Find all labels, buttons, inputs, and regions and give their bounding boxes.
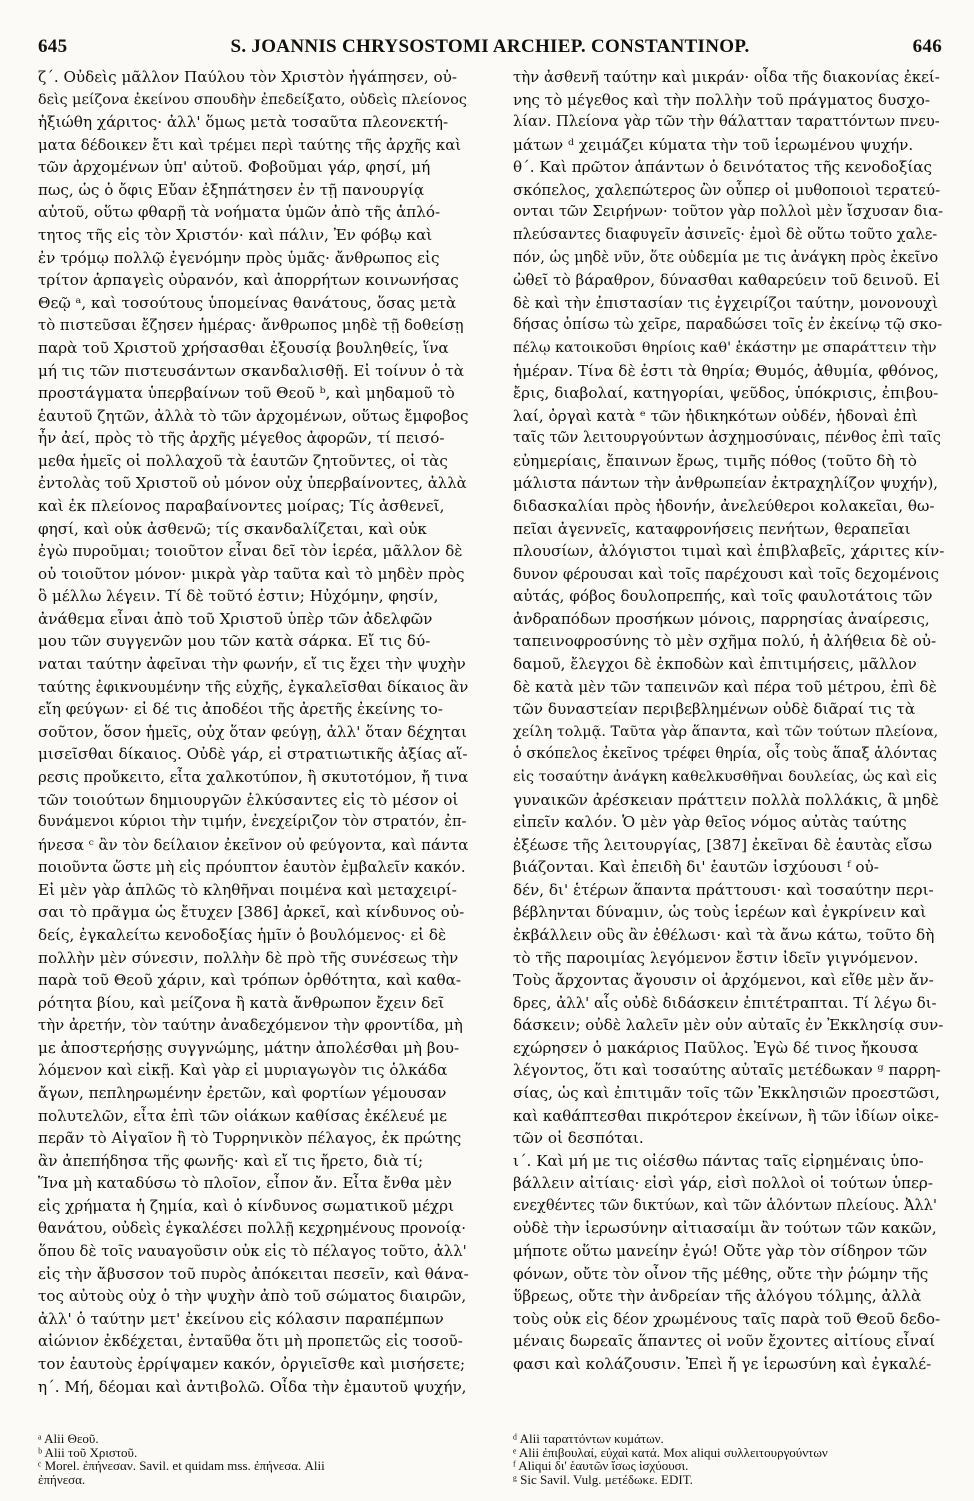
- text-line: τοὺς οὐκ εἰς δέον χρωμένους ταῖς παρὰ τοῦ Θεοῦ δεδο-: [513, 1309, 941, 1328]
- text-line: δαμοῦ, ἔλεγχοι δὲ ἐκποδὼν καὶ ἐπιτιμήσεις, μᾶλλον: [513, 655, 917, 674]
- text-line: ἦν ἀεί, πρὸς τὸ τῆς ἀρχῆς μέγεθος ἀφορῶν, τί πεισό-: [38, 429, 445, 448]
- page-number-left: 645: [38, 36, 68, 57]
- text-line: λόμενον καὶ εἰκῇ. Καὶ γὰρ εἰ μυριαγωγὸν τις ὁλκάδα: [38, 1061, 448, 1080]
- text-line: εἰς τοσαύτην ἀνάγκη καθελκυσθῆναι δουλείας, ὡς καὶ εἰς: [513, 768, 937, 785]
- text-line: οὐδὲ τὴν ἱερωσύνην αἰτιασαίμι ἂν τούτων τῶν κακῶν,: [513, 1219, 937, 1238]
- left-text-column: [38, 66, 469, 1398]
- text-line: γυναικῶν ἀρέσκειαν πράττειν πολλὰ πολλάκις, ἃ μηδὲ: [513, 790, 939, 809]
- text-line: ἠξιώθη χάριτος· ἀλλ' ὅμως μετὰ τοσαῦτα πλεονεκτή-: [38, 113, 449, 132]
- text-line: ταπεινοφροσύνης τὸ μὲν σχῆμα πολύ, ἡ ἀλήθεια δὲ οὐ-: [513, 632, 937, 651]
- text-line: ι΄. Καὶ μή με τις οἰέσθω πάντας ταῖς εἰρημέναις ὑπο-: [513, 1151, 924, 1170]
- text-line: ταῖς τῶν λειτουργούντων ἀσχημοσύναις, πένθος ἐπὶ ταῖς: [513, 429, 941, 447]
- text-line: ἀνδραπόδων προσήκων μόνοις, παρρησίας ἀναίρεσις,: [513, 609, 930, 628]
- text-line: πόν, ὡς μηδὲ νῦν, ὅτε οὐδεμία με τις ἀνάγκη πρὸς ἐκεῖνο: [513, 248, 939, 266]
- text-line: ἀλλ' ὁ ταύτην μετ' ἐκείνου εἰς κόλασιν παραπέμπων: [38, 1309, 444, 1328]
- text-line: ναται ταύτην ἀφεῖναι τὴν φωνήν, εἴ τις ἔχει τὴν ψυχὴν: [38, 655, 466, 674]
- text-line: διδασκαλίαι πρὸς ἡδονήν, ἀνελεύθεροι κολακεῖαι, θω-: [513, 496, 935, 515]
- text-line: εἰς τὴν ἄβυσσον τοῦ πυρὸς ἀπόκειται πεσεῖν, καὶ θάνα-: [38, 1264, 469, 1283]
- right-footnotes: [513, 1432, 944, 1486]
- text-line: πλεύσαντες διαφυγεῖν ἀσινεῖς· ἐμοὶ δὲ οὕτω τοῦτο χαλε-: [513, 226, 938, 244]
- text-line: δὲ κατὰ μὲν τῶν ταπεινῶν καὶ πέρα τοῦ μέτρου, ἐπὶ δὲ: [513, 677, 937, 696]
- text-line: τος αὐτοὺς οὐχ ὁ τὴν ψυχὴν ἀπὸ τοῦ σώματος διαιρῶν,: [38, 1287, 467, 1306]
- footnote-line: ἐπήνεσα.: [38, 1471, 86, 1487]
- text-line: τῶν δυναστείαν περιβεβλημένων οὐδὲ διᾶραί τις τὰ: [513, 700, 916, 719]
- text-line: σίας, ὡς καὶ ἐπιτιμᾶν τοῖς τῶν Ἐκκλησιῶν προεστῶσι,: [513, 1084, 940, 1103]
- text-line: εχώρησεν ὁ μακάριος Παῦλος. Ἐγὼ δέ τινος ἤκουσα: [513, 1038, 919, 1057]
- text-line: πως, ὡς ὁ ὄφις Εὔαν ἐξηπάτησεν ἐν τῇ πανουργίᾳ: [38, 180, 425, 199]
- text-line: τῶν τοιούτων δημιουργῶν ἑλκύσαντες εἰς τὸ μέσον οἱ: [38, 790, 459, 809]
- text-line: ήνεσα ᶜ ἂν τὸν δείλαιον ἐκεῖνον οὐ φεύγοντα, καὶ πάντα: [38, 835, 469, 854]
- text-line: λίαν. Πλείονα γὰρ τῶν τὴν θάλατταν ταραττόντων πνευ-: [513, 113, 940, 131]
- text-line: ζ΄. Οὐδεὶς μᾶλλον Παύλου τὸν Χριστὸν ἠγάπησεν, οὐ-: [38, 68, 458, 86]
- text-line: δήσας ὀπίσω τὼ χεῖρε, παραδώσει τοῖς ἐν ἐκείνῳ τῷ σκο-: [513, 316, 943, 334]
- text-line: ἐν τρόμῳ πολλῷ ἐγενόμην πρὸς ὑμᾶς· ἄνθρωπος εἰς: [38, 248, 440, 267]
- running-title: S. JOANNIS CHRYSOSTOMI ARCHIEP. CONSTANTINOP.: [230, 36, 750, 57]
- text-line: εἰς χρήματα ἡ ζημία, καὶ ὁ κίνδυνος σωματικοῦ μέχρι: [38, 1196, 455, 1215]
- text-line: ὕβρεως, οὔτε τὴν ἀνδρείαν τῆς ἀλόγου τόλμης, ἀλλὰ: [513, 1287, 922, 1306]
- text-line: ρεσις προὔκειτο, εἶτα χαλκοτύπον, ἢ σκυτοτόμον, ἤ τινα: [38, 767, 469, 786]
- text-line: οὐ τοιοῦτον μόνον· μικρὰ γὰρ ταῦτα καὶ τὸ μηδὲν πρὸς: [38, 564, 465, 583]
- text-line: φασι καὶ κολάζουσιν. Ἐπεὶ ἤ γε ἱερωσύνη καὶ ἐγκαλέ-: [513, 1354, 932, 1373]
- text-line: παρὰ τοῦ Θεοῦ χάριν, καὶ τρόπων ὀρθότητα, καὶ καθα-: [38, 971, 462, 990]
- text-line: καὶ ἐκ πλείονος παραβαίνοντες μοίρας; Τίς ἀσθενεῖ,: [38, 496, 445, 515]
- right-text-column: [513, 66, 944, 1376]
- text-line: δάσκειν; οὐδὲ λαλεῖν μὲν οὐν αὐταῖς ἐν Ἐκκλησίᾳ συν-: [513, 1016, 944, 1035]
- text-line: δυνάμενοι κύριοι τὴν τιμήν, ἐνεχείριζον τὸν στρατόν, ἐπ-: [38, 813, 467, 831]
- text-line: ἑαυτοῦ ζητῶν, ἀλλὰ τὸ τῶν ἀρχομένων, οὕτως ἔμφοβος: [38, 406, 469, 425]
- text-line: ὁ σκόπελος ἐκεῖνος τρέφει θηρία, οἷς τοὺς ἅπαξ ἁλόντας: [513, 745, 938, 763]
- text-line: τητος τῆς εἰς τὸν Χριστόν· καὶ πάλιν, Ἐν φόβῳ καὶ: [38, 226, 433, 245]
- text-line: μήποτε οὕτω μανείην ἐγώ! Οὔτε γὰρ τὸν σίδηρον τῶν: [513, 1242, 928, 1261]
- text-line: βιάζονται. Καὶ ἐπειδὴ δι' ἑαυτῶν ἰσχύουσι ᶠ οὐ-: [513, 858, 879, 877]
- text-line: λαί, ὀργαὶ κατὰ ᵉ τῶν ἠδικηκότων οὐδέν, ἡδοναὶ ἐπὶ: [513, 406, 918, 425]
- text-line: σαι τὸ πρᾶγμα ὡς ἔτυχεν [386] ἀρκεῖ, καὶ κίνδυνος οὐ-: [38, 903, 465, 922]
- text-line: ἔρις, διαβολαί, κατηγορίαι, ψεῦδος, ὑπόκρισις, ἐπιβου-: [513, 384, 939, 403]
- text-line: πολλὴν μὲν σύνεσιν, πολλὴν δὲ πρὸ τῆς συνέσεως τὴν: [38, 948, 459, 967]
- text-line: μάτων ᵈ χειμάζει κύματα τὴν τοῦ ἱερωμένου ψυχήν.: [513, 135, 914, 154]
- footnote-line: ᵇ Alii τοῦ Χριστοῦ.: [38, 1444, 138, 1460]
- text-line: ονται τῶν Σειρήνων· τοῦτον γὰρ πολλοὶ μὲν ἴσχυσαν δια-: [513, 203, 944, 221]
- text-line: Ἵνα μὴ καταδύσω τὸ πλοῖον, εἶπον ἄν. Εἶτα ἔνθα μὲν: [38, 1174, 452, 1193]
- text-line: θ΄. Καὶ πρῶτον ἁπάντων ὁ δεινότατος τῆς κενοδοξίας: [513, 158, 933, 177]
- left-footnotes: [38, 1432, 469, 1486]
- text-line: λέγοντος, ὅτι καὶ τοσαύτης αὐταῖς μετέδωκαν ᵍ παρρη-: [513, 1061, 941, 1080]
- text-line: τον ἑαυτοὺς ἐρρίψαμεν κακόν, ὀργιεῖσθε καὶ μισήσετε;: [38, 1354, 466, 1373]
- text-line: Τοὺς ἄρχοντας ἄγουσιν οἱ ἀρχόμενοι, καὶ εἴθε μὲν ἄν-: [513, 971, 934, 990]
- text-line: εὐημερίαις, ἔπαινων ἔρως, τιμῆς πόθος (τοῦτο δὴ τὸ: [513, 451, 917, 470]
- text-line: ἀνάθεμα εἶναι ἀπὸ τοῦ Χριστοῦ ὑπὲρ τῶν ἀδελφῶν: [38, 609, 433, 628]
- text-line: σκόπελος, χαλεπώτερος ὢν οὗπερ οἱ μυθοποιοὶ τερατεύ-: [513, 180, 941, 199]
- text-line: αἰώνιον ἐκδέχεται, ἐνταῦθα ὅτι μὴ προπετῶς εἰς τοσοῦ-: [38, 1332, 463, 1351]
- text-line: ταύτης ἐφικνουμένην τῆς εὐχῆς, ἐγκαλεῖσθαι δίκαιος ἂν: [38, 677, 469, 696]
- running-header: [38, 36, 942, 60]
- text-line: εἴη φεύγων· εἰ δέ τις ἀποδέοι τῆς ἀρετῆς ἐκείνης το-: [38, 700, 443, 719]
- text-line: βάλλειν αἰτίαις· εἰσὶ γάρ, εἰσὶ πολλοὶ οἱ τούτων ὑπερ-: [513, 1174, 933, 1193]
- text-line: ποιοῦντα ὥστε μὴ εἰς πρόυπτον ἑαυτὸν ἐμβαλεῖν κακόν.: [38, 858, 466, 877]
- text-line: ματα δέδοικεν ἔτι καὶ τρέμει περὶ ταύτης τῆς ἀρχῆς καὶ: [38, 135, 462, 154]
- text-line: με ἀποστερήσῃς συγγνώμης, μάτην ἀπολέσθαι μὴ βου-: [38, 1038, 460, 1057]
- text-line: περᾶν τὸ Αἰγαῖον ἢ τὸ Τυρρηνικὸν πέλαγος, ἐκ πρώτης: [38, 1129, 462, 1148]
- text-line: η΄. Μή, δέομαι καὶ ἀντιβολῶ. Οἶδα τὴν ἐμαυτοῦ ψυχήν,: [38, 1377, 467, 1396]
- footnote-line: ᵃ Alii Θεοῦ.: [38, 1431, 99, 1446]
- text-line: τῶν οἱ δεσπόται.: [513, 1129, 644, 1148]
- page-number-right: 646: [912, 36, 942, 57]
- text-line: τὴν ἀρετήν, τὸν ταύτην ἀναδεχόμενον τὴν φροντίδα, μὴ: [38, 1016, 463, 1035]
- text-line: ἡμέραν. Τίνα δὲ ἐστι τὰ θηρία; Θυμός, ἀθυμία, φθόνος,: [513, 361, 939, 380]
- text-line: πλουσίων, ἀλόγιστοι τιμαὶ καὶ ἐπιβλαβεῖς, χάριτες κίν-: [513, 542, 944, 561]
- text-line: ἐντολὰς τοῦ Χριστοῦ οὐ μόνον οὐχ ὑπερβαίνοντες, ἀλλὰ: [38, 474, 467, 493]
- text-line: ἄγων, πεπληρωμένην ἐρετῶν, καὶ φορτίων γέμουσαν: [38, 1084, 447, 1103]
- text-line: καὶ καθάπτεσθαι πικρότερον ἐκείνων, ἢ τῶν ἰδίων οἰκε-: [513, 1106, 939, 1125]
- text-line: Εἰ μὲν γὰρ ἁπλῶς τὸ κληθῆναι ποιμένα καὶ μεταχειρί-: [38, 880, 457, 899]
- footnote-line: ᶜ Morel. ἐπήνεσαν. Savil. et quidam mss. ἐπήνεσα. Alii: [38, 1458, 325, 1474]
- text-line: ὠθεῖ τὸ βάραθρον, δύνασθαι καθαρεύειν τοῦ δεινοῦ. Εἰ: [513, 271, 941, 290]
- text-line: θανάτου, οὐδεὶς ἐγκαλέσει πολλῇ κεχρημένους προνοίᾳ·: [38, 1219, 466, 1238]
- text-line: πολυτελῶν, εἶτα ἐπὶ τῶν οἰάκων καθίσας ἐκέλευέ με: [38, 1106, 447, 1125]
- text-line: δεὶς μείζονα ἐκείνου σπουδὴν ἐπεδείξατο, οὐδεὶς πλείονος: [38, 91, 467, 108]
- text-line: Θεῷ ᵃ, καὶ τοσούτους ὑπομείνας θανάτους, ὅσας μετὰ: [38, 293, 457, 312]
- text-line: φόνων, οὔτε τὸν οἶνον τῆς μέθης, οὔτε τὴν ῥώμην τῆς: [513, 1264, 929, 1283]
- text-line: μου τῶν συγγενῶν μου τῶν κατὰ σάρκα. Εἴ τις δύ-: [38, 632, 431, 651]
- text-line: τὴν ἀσθενῆ ταύτην καὶ μικράν· οἶδα τῆς διακονίας ἐκεί-: [513, 68, 940, 86]
- text-line: εἰπεῖν καλόν. Ὁ μὲν γὰρ θεῖος νόμος αὐτὰς ταύτης: [513, 813, 907, 832]
- text-line: μάλιστα πάντων τὴν ἀνθρωπείαν ἐκτραχηλίζον ψυχήν),: [513, 474, 939, 493]
- text-line: ἂν ἀπεπήδησα τῆς φωνῆς· καὶ εἴ τις ἤρετο, διὰ τί;: [38, 1151, 424, 1170]
- text-line: αὐτάς, φόβος δουλοπρεπής, καὶ τοῖς φαυλοτάτοις τῶν: [513, 587, 933, 606]
- text-line: σοῦτον, ὅσον ἡμεῖς, οὐχ ὅταν φεύγῃ, ἀλλ' ὅταν δέχηται: [38, 722, 467, 741]
- text-line: δρες, ἀλλ' αἷς οὐδὲ διδάσκειν ἐπιτέτραπται. Τί λέγω δι-: [513, 993, 937, 1012]
- text-line: ὅπου δὲ τοῖς ναυαγοῦσιν οὐκ εἰς τὸ πέλαγος τοῦτο, ἀλλ': [38, 1242, 467, 1261]
- text-line: προστάγματα ὑπερβαίνων τοῦ Θεοῦ ᵇ, καὶ μηδαμοῦ τὸ: [38, 384, 455, 403]
- footnote-line: ᵉ Alii ἐπιβουλαί, εὐχαὶ κατά. Mox aliqui συλλειτουργούντων: [513, 1444, 828, 1460]
- text-line: μεθα ἡμεῖς οἱ πολλαχοῦ τὰ ἑαυτῶν ζητοῦντες, οἱ τὰς: [38, 451, 448, 470]
- text-line: ἐκβάλλειν οὓς ἂν ἐθέλωσι· καὶ τὰ ἄνω κάτω, τοῦτο δὴ: [513, 925, 935, 944]
- footnote-line: ᵍ Sic Savil. Vulg. μετέδωκε. EDIT.: [513, 1471, 693, 1487]
- text-line: μή τις τῶν πιστευσάντων σκανδαλισθῇ. Εἰ τοίνυν ὁ τὰ: [38, 361, 464, 380]
- text-line: πεῖαι ἀγεννεῖς, καταφρονήσεις πενήτων, θεραπεῖαι: [513, 519, 911, 538]
- footnote-line: ᶠ Aliqui δι' ἑαυτῶν ἴσως ἰσχύουσι.: [513, 1458, 689, 1474]
- text-line: ρότητα βίου, καὶ μείζονα ἢ κατὰ ἄνθρωπον ἔχειν δεῖ: [38, 993, 445, 1012]
- text-line: ὃ μέλλω λέγειν. Τί δὲ τοῦτό ἐστιν; Ηὐχόμην, φησίν,: [38, 587, 439, 606]
- text-line: τρίτον ἁρπαγεὶς οὐρανόν, καὶ ἀπορρήτων κοινωνήσας: [38, 271, 459, 290]
- text-line: τῶν ἀρχομένων ὑπ' αὐτοῦ. Φοβοῦμαι γάρ, φησί, μή: [38, 158, 431, 177]
- text-line: δείς, ἐγκαλείτω κενοδοξίας ἡμῖν ὁ βουλόμενος· εἰ δὲ: [38, 925, 447, 944]
- text-line: δέν, δι' ἑτέρων ἅπαντα πράττουσι· καὶ τοσαύτην περι-: [513, 880, 934, 899]
- text-line: τὸ πιστεῦσαι ἔζησεν ἡμέρας· ἄνθρωπος μηδὲ τῇ δοθείσῃ: [38, 316, 464, 335]
- text-line: βέβληνται δύναμιν, ὡς τοὺς ἱερέων καὶ ἐγκρίνειν καὶ: [513, 903, 927, 922]
- text-line: παρὰ τοῦ Χριστοῦ χρήσασθαι ἐξουσίᾳ βουληθείς, ἵνα: [38, 338, 449, 357]
- text-line: ἐγὼ πυροῦμαι; τοιοῦτον εἶναι δεῖ τὸν ἱερέα, μᾶλλον δὲ: [38, 542, 463, 561]
- text-line: μέναις δωρεαῖς ἅπαντες οἱ νοῦν ἔχοντες αἰτίους εἶναί: [513, 1332, 936, 1351]
- text-line: τὸ τῆς παροιμίας λεγόμενον ἔστιν ἰδεῖν γιγνόμενον.: [513, 948, 919, 967]
- text-line: χείλη τολμᾷ. Ταῦτα γὰρ ἅπαντα, καὶ τῶν τούτων πλείονα,: [513, 723, 939, 740]
- text-line: ενεχθέντες τῶν δικτύων, καὶ τῶν ἁλόντων πλείους. Ἀλλ': [513, 1196, 937, 1214]
- text-line: αὐτοῦ, οὕτω φθαρῇ τὰ νοήματα ὑμῶν ἀπὸ τῆς ἁπλό-: [38, 203, 441, 222]
- text-line: φησί, καὶ οὐκ ἀσθενῶ; τίς σκανδαλίζεται, καὶ οὐκ: [38, 519, 427, 538]
- text-line: δὲ καὶ τὴν ἐπιστασίαν τις ἐγχειρίζοι ταύτην, μονονουχὶ: [513, 293, 938, 312]
- text-line: μισεῖσθαι δίκαιος. Οὐδὲ γάρ, εἰ στρατιωτικῆς ἀξίας αἵ-: [38, 745, 468, 764]
- text-line: πέλῳ κατοικοῦσι θηρίοις καθ' ἑκάστην με σπαράττειν τὴν: [513, 339, 937, 356]
- text-line: ἐξέωσε τῆς λειτουργίας, [387] ἐκεῖναι δὲ ἑαυτὰς εἴσω: [513, 835, 932, 854]
- text-line: δυνον φέρουσαι καὶ τοῖς παρέχουσι καὶ τοῖς δεχομένοις: [513, 564, 939, 583]
- text-line: νης τὸ μέγεθος καὶ τὴν πολλὴν τοῦ πράγματος δυσχο-: [513, 90, 931, 109]
- footnote-line: ᵈ Alii ταραττόντων κυμάτων.: [513, 1431, 664, 1446]
